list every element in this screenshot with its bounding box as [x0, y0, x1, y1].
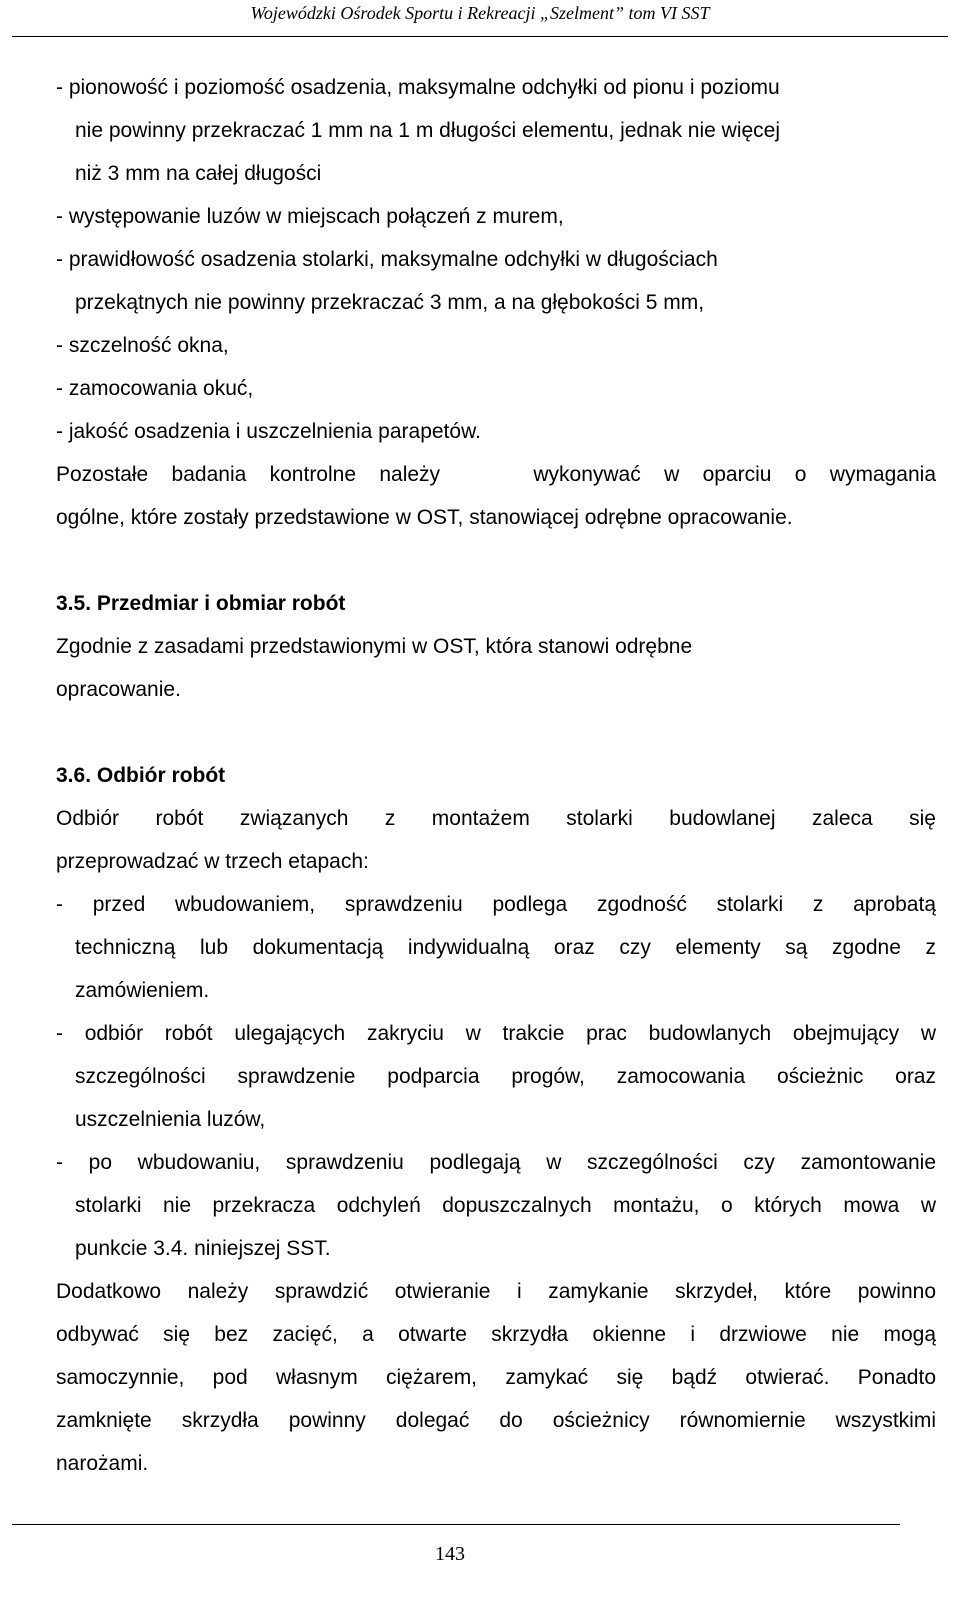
list-item-continuation: przekątnych nie powinny przekraczać 3 mm, a na głębokości 5 mm,	[75, 291, 705, 314]
list-item: - występowanie luzów w miejscach połączeń z murem,	[56, 205, 564, 228]
paragraph-line: Dodatkowo należy sprawdzić otwieranie i zamykanie skrzydeł, które powinno	[56, 1280, 936, 1303]
list-item: - po wbudowaniu, sprawdzeniu podlegają w szczególności czy zamontowanie	[56, 1151, 936, 1174]
list-item-continuation: szczególności sprawdzenie podparcia progów, zamocowania ościeżnic oraz	[75, 1065, 936, 1088]
list-item: - zamocowania okuć,	[56, 377, 254, 400]
page-number: 143	[435, 1543, 465, 1565]
list-item-continuation: zamówieniem.	[75, 979, 210, 1002]
running-header: Wojewódzki Ośrodek Sportu i Rekreacji „Szelment” tom VI SST	[250, 3, 710, 23]
paragraph-line: Zgodnie z zasadami przedstawionymi w OST, która stanowi odrębne	[56, 635, 693, 658]
list-item-continuation: uszczelnienia luzów,	[75, 1108, 266, 1131]
paragraph-line: Odbiór robót związanych z montażem stolarki budowlanej zaleca się	[56, 807, 936, 830]
spacer	[56, 539, 936, 582]
paragraph-line: odbywać się bez zacięć, a otwarte skrzydła okienne i drzwiowe nie mogą	[56, 1323, 936, 1346]
paragraph-line: samoczynnie, pod własnym ciężarem, zamykać się bądź otwierać. Ponadto	[56, 1366, 936, 1389]
spacer	[56, 711, 936, 754]
list-item-continuation: techniczną lub dokumentacją indywidualną oraz czy elementy są zgodne z	[75, 936, 936, 959]
section-heading: 3.6. Odbiór robót	[56, 764, 226, 787]
list-item-continuation: punkcie 3.4. niniejszej SST.	[75, 1237, 331, 1260]
page-body	[56, 66, 936, 1485]
section-heading: 3.5. Przedmiar i obmiar robót	[56, 592, 346, 615]
paragraph-line: przeprowadzać w trzech etapach:	[56, 850, 369, 873]
list-item: - szczelność okna,	[56, 334, 229, 357]
list-item-continuation: nie powinny przekraczać 1 mm na 1 m długości elementu, jednak nie więcej	[75, 119, 781, 142]
paragraph-line: opracowanie.	[56, 678, 181, 701]
paragraph-line: ogólne, które zostały przedstawione w OST, stanowiącej odrębne opracowanie.	[56, 506, 793, 529]
footer-rule	[12, 1524, 900, 1525]
list-item: - przed wbudowaniem, sprawdzeniu podlega zgodność stolarki z aprobatą	[56, 893, 936, 916]
list-item-continuation: stolarki nie przekracza odchyleń dopuszczalnych montażu, o których mowa w	[75, 1194, 936, 1217]
paragraph-line: Pozostałe badania kontrolne należy wykonywać w oparciu o wymagania	[56, 463, 936, 486]
list-item-continuation: niż 3 mm na całej długości	[75, 162, 322, 185]
list-item: - pionowość i poziomość osadzenia, maksymalne odchyłki od pionu i poziomu	[56, 76, 780, 99]
paragraph-line: narożami.	[56, 1452, 149, 1475]
paragraph-line: zamknięte skrzydła powinny dolegać do ościeżnicy równomiernie wszystkimi	[56, 1409, 936, 1432]
list-item: - prawidłowość osadzenia stolarki, maksymalne odchyłki w długościach	[56, 248, 718, 271]
list-item: - odbiór robót ulegających zakryciu w trakcie prac budowlanych obejmujący w	[56, 1022, 936, 1045]
list-item: - jakość osadzenia i uszczelnienia parapetów.	[56, 420, 481, 443]
header-rule	[12, 36, 948, 37]
